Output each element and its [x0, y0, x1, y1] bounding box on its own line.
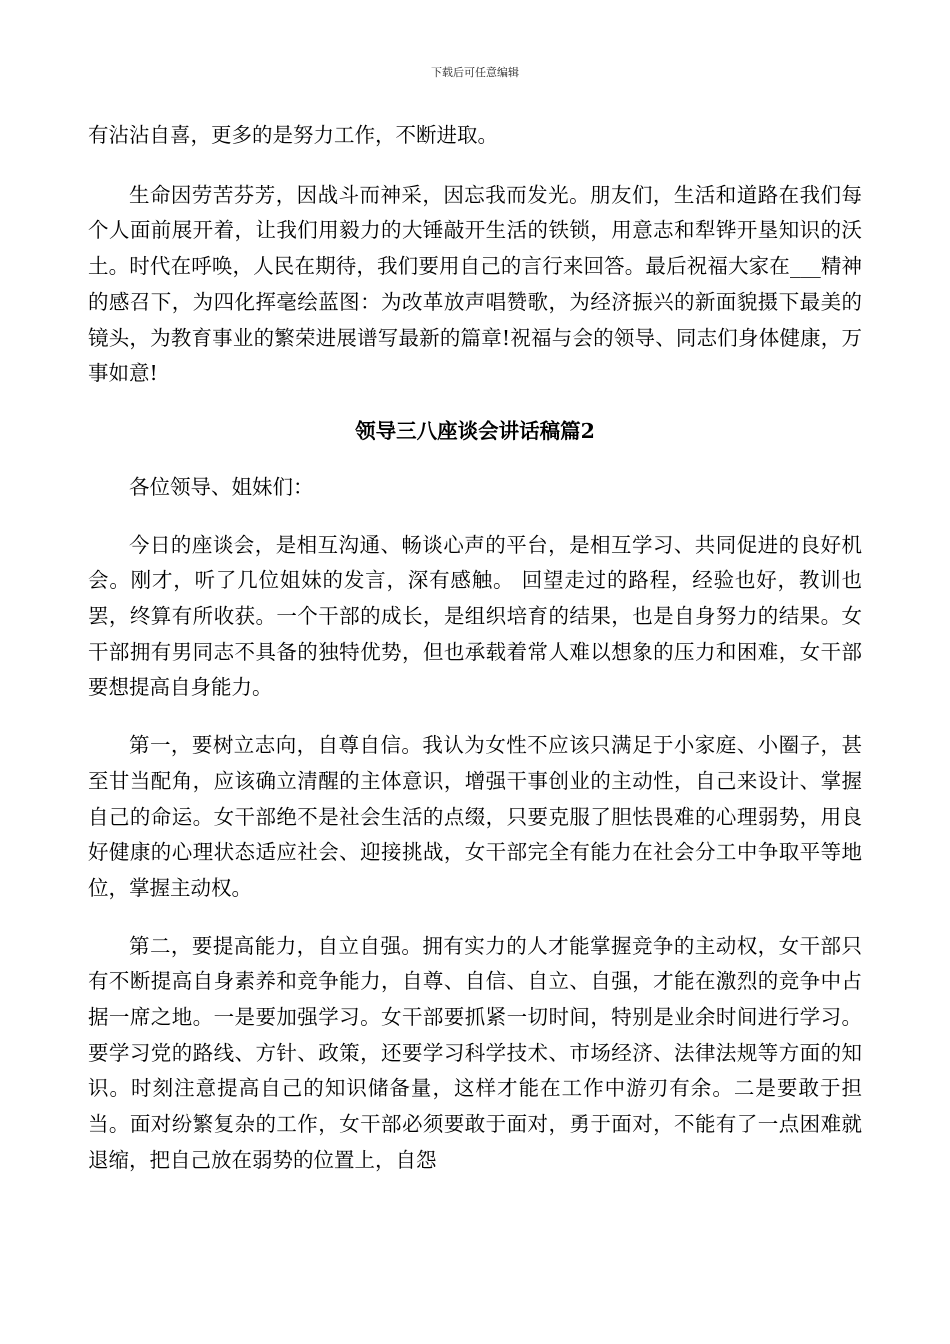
body-paragraph-1: 今日的座谈会，是相互沟通、畅谈心声的平台，是相互学习、共同促进的良好机会。刚才，听了几位姐妹的发言，深有感触。 回望走过的路程，经验也好，教训也罢，终算有所收获。一个干部的成长，是组织培育的结果，也是自身努力的结果。女干部拥有男同志不具备的独特优势，但也承载着常人难以想象的压力和困难，女干部要想提高自身能力。	[88, 532, 862, 700]
body-paragraph-3: 第二，要提高能力，自立自强。拥有实力的人才能掌握竞争的主动权，女干部只有不断提高自身素养和竞争能力，自尊、自信、自立、自强，才能在激烈的竞争中占据一席之地。一是要加强学习。女干部要抓紧一切时间，特别是业余时间进行学习。要学习党的路线、方针、政策，还要学习科学技术、市场经济、法律法规等方面的知识。时刻注意提高自己的知识储备量，这样才能在工作中游刃有余。二是要敢于担当。面对纷繁复杂的工作，女干部必须要敢于面对，勇于面对，不能有了一点困难就退缩，把自己放在弱势的位置上，自怨	[88, 933, 862, 1172]
page-header-note: 下载后可任意编辑	[431, 66, 519, 79]
salutation: 各位领导、姐妹们：	[129, 474, 314, 499]
continuation-paragraph: 有沾沾自喜，更多的是努力工作，不断进取。	[88, 123, 498, 147]
closing-paragraph: 生命因劳苦芬芳，因战斗而神采，因忘我而发光。朋友们，生活和道路在我们每个人面前展开着，让我们用毅力的大锤敲开生活的铁锁，用意志和犁铧开垦知识的沃土。时代在呼唤，人民在期待，我们要用自己的言行来回答。最后祝福大家在___精神的感召下，为四化挥毫绘蓝图：为改革放声唱赞歌，为经济振兴的新面貌摄下最美的镜头，为教育事业的繁荣进展谱写最新的篇章!祝福与会的领导、同志们身体健康，万事如意!	[88, 182, 862, 386]
section-title: 领导三八座谈会讲话稿篇2	[355, 418, 595, 443]
document-body	[88, 118, 862, 1179]
body-paragraph-2: 第一，要树立志向，自尊自信。我认为女性不应该只满足于小家庭、小圈子，甚至甘当配角，应该确立清醒的主体意识，增强干事创业的主动性，自己来设计、掌握自己的命运。女干部绝不是社会生活的点缀，只要克服了胆怯畏难的心理弱势，用良好健康的心理状态适应社会、迎接挑战，女干部完全有能力在社会分工中争取平等地位，掌握主动权。	[88, 733, 862, 900]
